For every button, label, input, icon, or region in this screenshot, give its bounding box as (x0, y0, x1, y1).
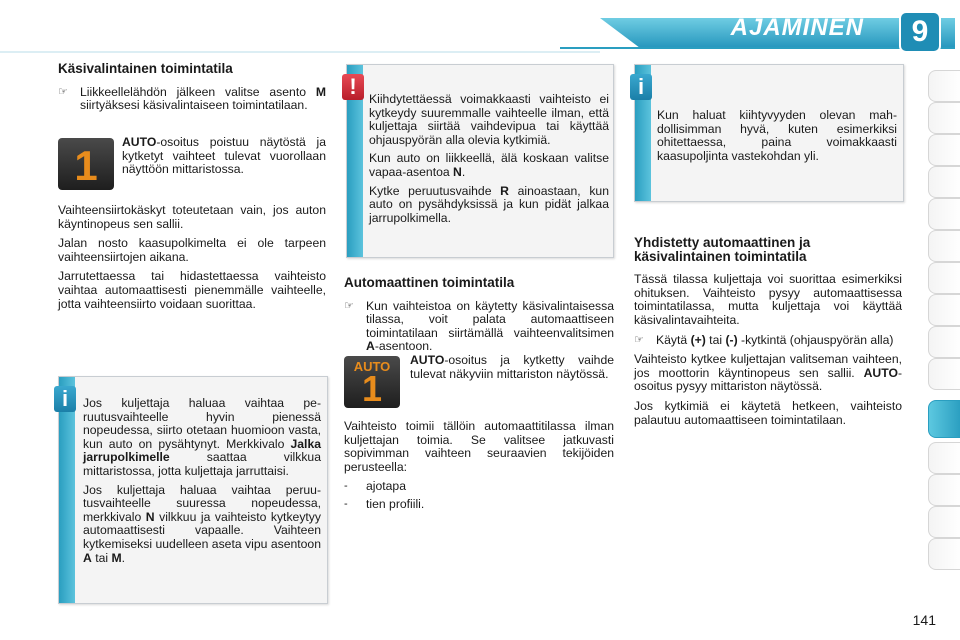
list-item: - ajotapa (344, 479, 406, 494)
chapter-tab-active[interactable] (928, 400, 960, 438)
automatic-mode-heading: Automaattinen toimintatila (344, 275, 515, 290)
gear-display-thumbnail (58, 138, 114, 190)
paragraph: Jarrutettaessa tai hidastettaessa vaihteisto vaihtaa automaattisesti pienemmälle vaihteelle, jotta vaihteensiirto voidaan suorittaa. (58, 269, 326, 311)
middle-paragraphs (344, 420, 614, 512)
chapter-tab[interactable] (928, 166, 960, 198)
chapter-title: AJAMINEN (730, 14, 864, 41)
chapter-tab[interactable] (928, 230, 960, 262)
automatic-mode-bullet: ☞ Kun vaihteistoa on käytetty käsivalintaisessa tilassa, voit palata automaattiseen toimintatilaan siirtämällä vaihteenvalitsimen A-asentoon. (344, 298, 614, 354)
auto-display-thumbnail (344, 356, 400, 408)
paragraph: Jos kytkimiä ei käytetä hetkeen, vaihteisto palautuu automaattiseen toimintatilaan. (634, 398, 902, 427)
chapter-tab[interactable] (928, 198, 960, 230)
info-box-kickdown: Kun haluat kiihtyvyyden olevan mahdollisimman hyvä, kuten esimerkiksi ohitettaessa, paina voimakkaasti kaasupoljinta vastekohdan yli. (634, 64, 904, 202)
manual-mode-heading: Käsivalintainen toimintatila (58, 61, 233, 76)
info-icon: i (630, 74, 652, 100)
info-icon: i (54, 386, 76, 412)
chapter-number-badge (898, 10, 942, 54)
chapter-tab[interactable] (928, 134, 960, 166)
left-paragraphs (58, 204, 326, 317)
chapter-tab[interactable] (928, 294, 960, 326)
warning-box: Kiihdytettäessä voimakkaasti vaihteisto ei kytkeydy suuremmalle vaihteelle ilman, että kuljettaja siirtää vaihdevipua tai käyttää ohjauspyörän alla olevia kytkimiä. Kun auto on liikkeellä, älä koskaan valitse vapaa-asentoa N. Kytke peruutusvaihde R ainoastaan, kun auto on pysähdyksissä ja kun pidät jalkaa jarrupolkimella. (346, 64, 614, 258)
warning-icon: ! (342, 74, 364, 100)
gear-digit: 1 (74, 142, 98, 189)
chapter-tab[interactable] (928, 474, 960, 506)
chapter-tab[interactable] (928, 326, 960, 358)
gear-digit: 1 (361, 368, 383, 409)
hand-pointer-icon: ☞ (634, 333, 644, 346)
hand-pointer-icon: ☞ (344, 299, 354, 312)
info-box-reverse-gear: Jos kuljettaja haluaa vaihtaa peruutusvaihteelle hyvin pienessä nopeudessa, siirto otetaan huomioon vasta, kun auto on pysähtynyt. Merkkivalo Jalka jarrupolkimelle saattaa vilkkua mittaristossa, jotta kuljettaja jarruttaisi. Jos kuljettaja haluaa vaihtaa peruutusvaihteelle suuressa nopeudessa, merkkivalo N vilkkuu ja vaihteisto kytkeytyy automaattisesti vapaalle. Vaihteen kytkemiseksi uudelleen aseta vipu asentoon A tai M. (58, 376, 328, 604)
chapter-tab[interactable] (928, 538, 960, 570)
middle-column (344, 276, 614, 354)
chapter-tab[interactable] (928, 358, 960, 390)
chapter-tab[interactable] (928, 102, 960, 134)
page-number: 141 (912, 612, 936, 628)
right-column: Yhdistetty automaattinen ja käsivalintainen toimintatila Tässä tilassa kuljettaja voi suorittaa esimerkiksi ohituksen. Vaihteisto pysyy automaattisessa toimintatilassa, mutta kuljettaja voi käyttää käsivalintavaihteita. ☞ Käytä (+) tai (-) -kytkintä (ohjauspyörän alla) Vaihteisto kytkee kuljettajan valitseman vaihteen, jos moottorin käyntinopeus sen sallii. AUTO-osoitus pysyy mittariston näytössä. Jos kytkimiä ei käytetä hetkeen, vaihteisto palautuu automaattiseen toimintatilaan. (634, 235, 902, 427)
list-item: - tien profiili. (344, 496, 425, 511)
chapter-number: 9 (911, 15, 929, 48)
chapter-tab[interactable] (928, 262, 960, 294)
hand-pointer-icon: ☞ (58, 85, 68, 98)
left-column (58, 62, 326, 121)
chapter-tab[interactable] (928, 442, 960, 474)
paragraph: Tässä tilassa kuljettaja voi suorittaa esimerkiksi ohituksen. Vaihteisto pysyy automaattisessa toimintatilassa, mutta kuljettaja voi käyttää käsivalintavaihteita. (634, 272, 902, 327)
combined-mode-bullet: ☞ Käytä (+) tai (-) -kytkintä (ohjauspyörän alla) (634, 332, 894, 347)
manual-mode-bullet: ☞ Liikkeellelähdön jälkeen valitse asento M siirtyäksesi käsivalintaiseen toimintatilaan. (58, 84, 326, 113)
chapter-tab[interactable] (928, 506, 960, 538)
auto-label: AUTO (353, 359, 391, 374)
paragraph: Vaihteensiirtokäskyt toteutetaan vain, jos auton käyntinopeus sen sallii. (58, 203, 326, 231)
auto-on-note: AUTO-osoitus ja kytketty vaihde tulevat näkyviin mittariston näytössä. (410, 353, 614, 381)
chapter-tab[interactable] (928, 70, 960, 102)
paragraph: Vaihteisto toimii tällöin automaattitilassa ilman kuljettajan toimia. Se valitsee jatkuvasti sopivimman vaihteen seuraavien tekijöiden perusteella: (344, 419, 614, 474)
combined-mode-heading: Yhdistetty automaattinen ja käsivalintainen toimintatila (634, 235, 811, 264)
auto-off-note: AUTO-osoitus poistuu näytöstä ja kytketyt vaihteet tulevat vuorollaan näyttöön mittaristossa. (122, 135, 326, 177)
paragraph: Jalan nosto kaasupolkimelta ei ole tarpeen vaihteensiirtojen aikana. (58, 236, 326, 264)
